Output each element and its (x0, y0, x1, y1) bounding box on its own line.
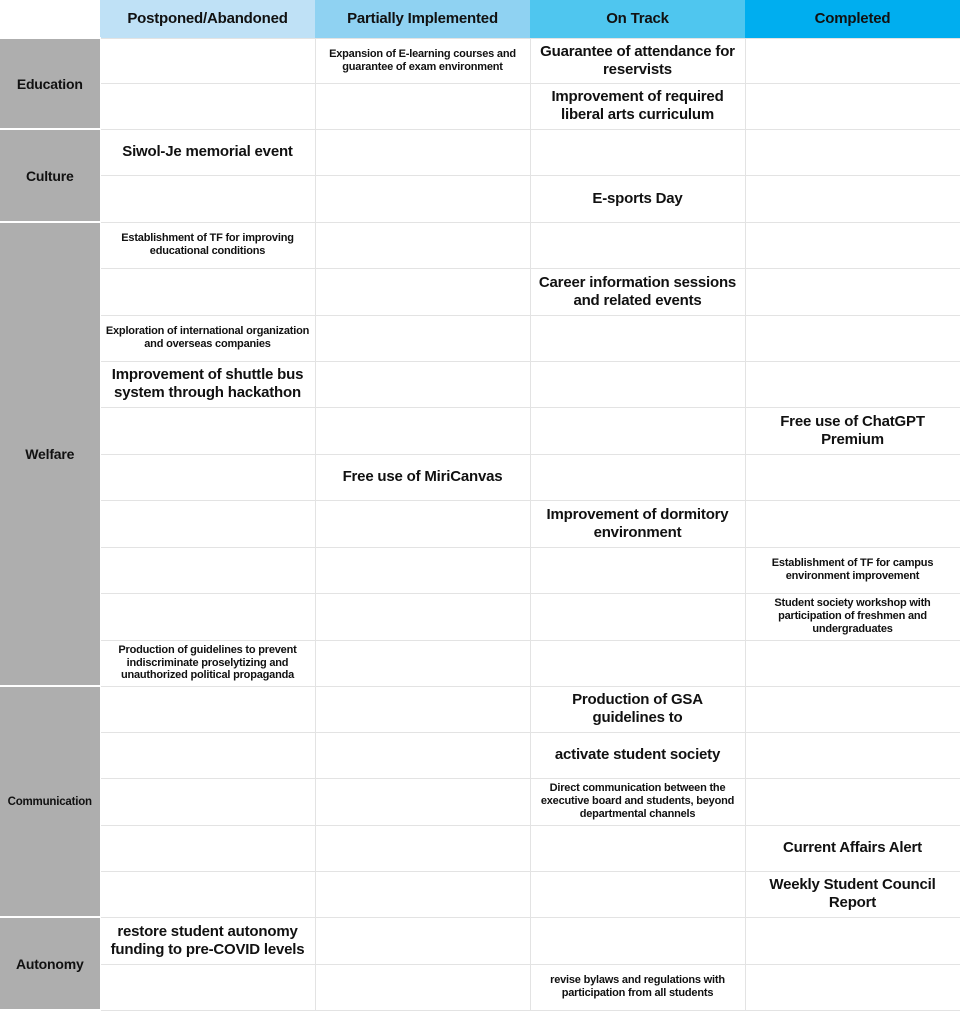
cell-partial-empty (315, 129, 530, 175)
cell-text: Expansion of E-learning courses and guarantee of exam environment (329, 47, 516, 73)
table-row (0, 547, 960, 593)
cell-text: Establishment of TF for improving educational conditions (121, 232, 294, 257)
table-row (0, 38, 960, 83)
cell-ontrack-empty (530, 454, 745, 500)
cell-completed-item[interactable] (745, 407, 960, 454)
table-row (0, 778, 960, 825)
cell-text: Weekly Student Council Report (769, 876, 936, 911)
table-row (0, 268, 960, 315)
cell-text: Career information sessions and related events (538, 273, 737, 309)
cell-text: restore student autonomy funding to pre-COVID levels (110, 922, 305, 958)
cell-text: Free use of ChatGPT Premium (780, 412, 925, 448)
cell-postponed-item[interactable] (100, 315, 315, 361)
cell-text: Improvement of dormitory environment (546, 505, 729, 541)
table-row (0, 593, 960, 640)
cell-text: Establishment of TF for campus environment improvement (771, 557, 934, 582)
cell-partial-empty (315, 593, 530, 640)
cell-completed-empty (745, 315, 960, 361)
cell-completed-item[interactable] (745, 871, 960, 917)
cell-completed-empty (745, 361, 960, 407)
cell-partial-empty (315, 547, 530, 593)
cell-text: activate student society (554, 746, 721, 764)
cell-completed-empty (745, 964, 960, 1010)
cell-completed-empty (745, 83, 960, 129)
cell-ontrack-item[interactable] (530, 778, 745, 825)
column-header-completed: Completed (745, 0, 960, 38)
cell-postponed-item[interactable] (100, 361, 315, 407)
cell-postponed-empty (100, 454, 315, 500)
cell-partial-empty (315, 361, 530, 407)
category-label-culture: Culture (0, 129, 100, 222)
cell-completed-empty (745, 129, 960, 175)
cell-text: Siwol-Je memorial event (122, 143, 293, 161)
cell-completed-item[interactable] (745, 547, 960, 593)
cell-postponed-empty (100, 871, 315, 917)
cell-ontrack-item[interactable] (530, 686, 745, 732)
table-row (0, 871, 960, 917)
cell-text: Current Affairs Alert (783, 839, 922, 857)
cell-completed-empty (745, 268, 960, 315)
cell-completed-empty (745, 38, 960, 83)
cell-completed-empty (745, 222, 960, 268)
cell-partial-empty (315, 778, 530, 825)
cell-ontrack-empty (530, 593, 745, 640)
cell-ontrack-item[interactable] (530, 500, 745, 547)
cell-partial-empty (315, 315, 530, 361)
cell-postponed-empty (100, 686, 315, 732)
cell-text: E-sports Day (592, 189, 683, 207)
cell-ontrack-empty (530, 129, 745, 175)
table-body (0, 38, 960, 1010)
cell-text: Improvement of required liberal arts curriculum (551, 88, 724, 123)
category-label-autonomy: Autonomy (0, 917, 100, 1010)
table-row (0, 825, 960, 871)
cell-partial-empty (315, 686, 530, 732)
cell-completed-empty (745, 454, 960, 500)
corner-cell (0, 0, 100, 38)
cell-text: Production of GSA guidelines to (572, 691, 703, 726)
cell-partial-item[interactable] (315, 38, 530, 83)
cell-partial-empty (315, 825, 530, 871)
cell-ontrack-empty (530, 640, 745, 686)
category-label-communication: Communication (0, 686, 100, 917)
cell-completed-item[interactable] (745, 593, 960, 640)
cell-completed-empty (745, 686, 960, 732)
table-header (0, 0, 960, 38)
cell-partial-item[interactable] (315, 454, 530, 500)
cell-postponed-empty (100, 778, 315, 825)
cell-postponed-item[interactable] (100, 640, 315, 686)
cell-ontrack-empty (530, 315, 745, 361)
cell-postponed-empty (100, 175, 315, 222)
table-row (0, 361, 960, 407)
cell-text: Direct communication between the executive board and students, beyond departmental channels (540, 782, 735, 820)
table-row (0, 83, 960, 129)
cell-ontrack-item[interactable] (530, 964, 745, 1010)
column-header-on-track: On Track (530, 0, 745, 38)
cell-partial-empty (315, 222, 530, 268)
cell-postponed-empty (100, 593, 315, 640)
cell-ontrack-item[interactable] (530, 268, 745, 315)
table-row (0, 175, 960, 222)
cell-partial-empty (315, 640, 530, 686)
cell-completed-item[interactable] (745, 825, 960, 871)
cell-text: Exploration of international organization and overseas companies (105, 325, 310, 350)
table-row (0, 315, 960, 361)
cell-postponed-empty (100, 500, 315, 547)
cell-text: Improvement of shuttle bus system through hackathon (111, 366, 304, 401)
cell-ontrack-empty (530, 871, 745, 917)
cell-text: Free use of MiriCanvas (342, 468, 503, 486)
cell-partial-empty (315, 268, 530, 315)
cell-ontrack-empty (530, 222, 745, 268)
cell-text: Student society workshop with participation of freshmen and undergraduates (774, 597, 931, 635)
category-label-education: Education (0, 38, 100, 129)
table-row (0, 407, 960, 454)
cell-ontrack-item[interactable] (530, 83, 745, 129)
cell-postponed-empty (100, 547, 315, 593)
cell-ontrack-empty (530, 917, 745, 964)
cell-ontrack-empty (530, 407, 745, 454)
cell-partial-empty (315, 83, 530, 129)
table-row (0, 454, 960, 500)
cell-partial-empty (315, 407, 530, 454)
cell-postponed-empty (100, 964, 315, 1010)
header-row (0, 0, 960, 38)
cell-completed-empty (745, 917, 960, 964)
cell-ontrack-item[interactable] (530, 175, 745, 222)
table-row (0, 732, 960, 778)
table-row (0, 686, 960, 732)
cell-ontrack-empty (530, 361, 745, 407)
cell-postponed-empty (100, 407, 315, 454)
cell-completed-empty (745, 640, 960, 686)
table-row (0, 500, 960, 547)
cell-text: Production of guidelines to prevent indiscriminate proselytizing and unauthorized political propaganda (118, 643, 297, 682)
table-row (0, 964, 960, 1010)
cell-postponed-empty (100, 83, 315, 129)
cell-partial-empty (315, 732, 530, 778)
table-row (0, 129, 960, 175)
cell-postponed-item[interactable] (100, 917, 315, 964)
cell-ontrack-empty (530, 547, 745, 593)
cell-text: revise bylaws and regulations with participation from all students (550, 974, 725, 999)
cell-ontrack-item[interactable] (530, 732, 745, 778)
cell-postponed-empty (100, 268, 315, 315)
cell-postponed-item[interactable] (100, 129, 315, 175)
cell-completed-empty (745, 175, 960, 222)
cell-postponed-item[interactable] (100, 222, 315, 268)
table-row (0, 917, 960, 964)
column-header-partially-implemented: Partially Implemented (315, 0, 530, 38)
cell-partial-empty (315, 964, 530, 1010)
cell-completed-empty (745, 500, 960, 547)
table-row (0, 640, 960, 686)
table-row (0, 222, 960, 268)
category-label-welfare: Welfare (0, 222, 100, 686)
cell-completed-empty (745, 732, 960, 778)
cell-partial-empty (315, 175, 530, 222)
column-header-postponed: Postponed/Abandoned (100, 0, 315, 38)
cell-partial-empty (315, 917, 530, 964)
cell-completed-empty (745, 778, 960, 825)
cell-postponed-empty (100, 825, 315, 871)
cell-ontrack-empty (530, 825, 745, 871)
cell-partial-empty (315, 871, 530, 917)
cell-ontrack-item[interactable] (530, 38, 745, 83)
cell-partial-empty (315, 500, 530, 547)
cell-postponed-empty (100, 732, 315, 778)
cell-text: Guarantee of attendance for reservists (540, 42, 735, 78)
cell-postponed-empty (100, 38, 315, 83)
